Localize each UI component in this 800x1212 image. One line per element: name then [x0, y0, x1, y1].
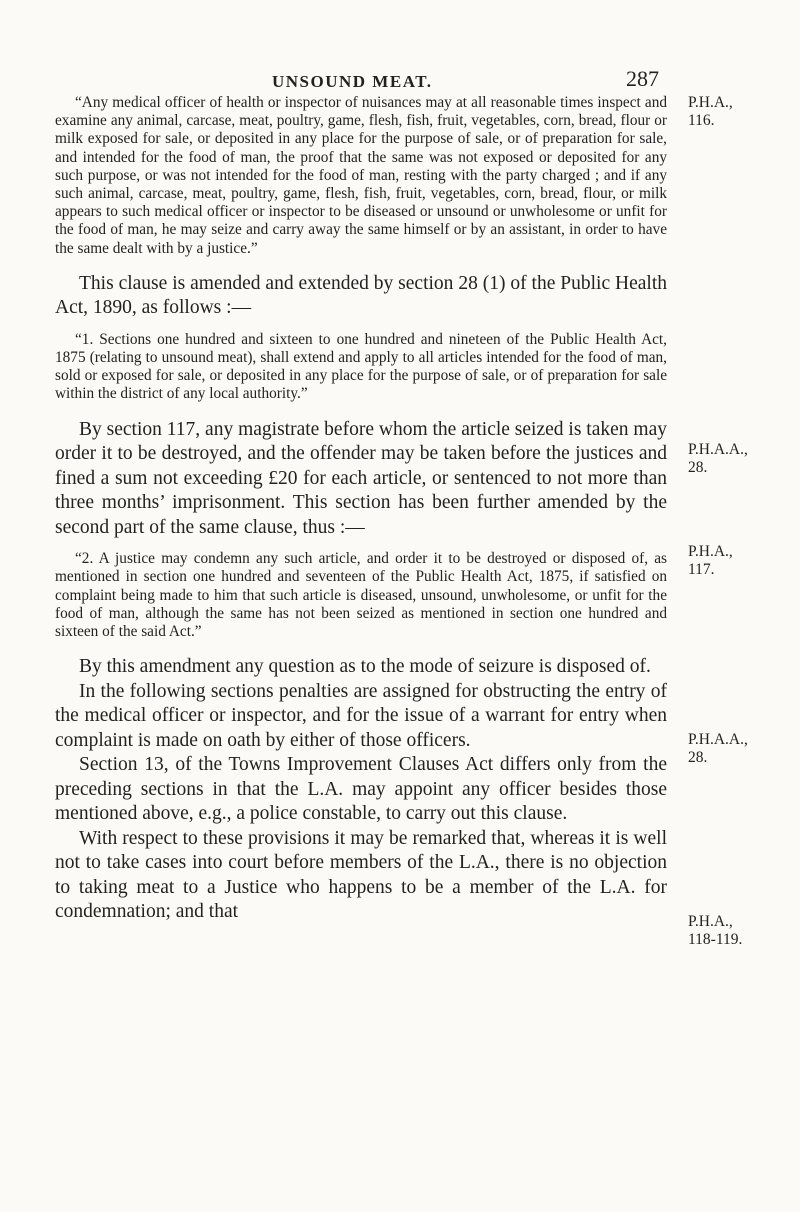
- page-number: 287: [626, 66, 659, 91]
- quoted-statute: “1. Sections one hundred and sixteen to one hundred and nineteen of the Public Health Act, 1875 (relating to unsound meat), shall extend and apply to all articles intended for the food of man, sold or exposed for sale, or deposited in any place for the purpose of sale, or of preparation for sale within the district of any local authority.”: [55, 330, 667, 403]
- margin-note: P.H.A., 117.: [688, 543, 733, 578]
- paragraph: By this amendment any question as to the mode of seizure is disposed of.: [79, 656, 651, 678]
- paragraph: Section 13, of the Towns Improvement Clauses Act differs only from the preceding sections in that the L.A. may appoint any officer besides those mentioned above, e.g., a police constable, to carry out this clause.: [55, 754, 667, 825]
- quoted-statute: “2. A justice may condemn any such article, and order it to be destroyed or disposed of, as mentioned in section one hundred and seventeen of the Public Health Act, 1875, if satisfied on complaint being made to him that such article is diseased, unsound, unwholesome, or unfit for the food of man, although the same has not been seized as mentioned in section one hundred and sixteen of the said Act.”: [55, 550, 667, 640]
- quoted-statute: “Any medical officer of health or inspector of nuisances may at all reasonable times inspect and examine any animal, carcase, meat, poultry, game, flesh, fish, fruit, vegetables, corn, bread, flour or milk exposed for sale, or deposited in any place for the purpose of sale, or of preparation for sale, and intended for the food of man, the proof that the same was not exposed or deposited for any such purpose, or was not intended for the food of man, resting with the party charged ; and if any such animal, carcase, meat, poultry, game, flesh, fish, fruit, vegetables, corn, bread, flour, or milk appears to such medical officer or inspector to be diseased or unsound or unwholesome or unfit for the food of man, he may seize and carry away the same himself or by an assistant, in order to have the same dealt with by a justice.”: [55, 94, 667, 257]
- paragraph: This clause is amended and extended by section 28 (1) of the Public Health Act, 1890, as follows :—: [55, 272, 667, 319]
- margin-note: P.H.A.A., 28.: [688, 441, 748, 476]
- running-title: UNSOUND MEAT.: [272, 72, 433, 91]
- paragraph: By section 117, any magistrate before whom the article seized is taken may order it to be destroyed, and the offender may be taken before the justices and fined a sum not exceeding £20 for each article, or sentenced to not more than three months’ imprisonment. This section has been further amended by the second part of the same clause, thus :—: [55, 418, 667, 538]
- paragraph: With respect to these provisions it may be remarked that, whereas it is well not to take cases into court before members of the L.A., there is no objection to taking meat to a Justice who happens to be a member of the L.A. for condemnation; and that: [55, 827, 667, 923]
- paragraph: In the following sections penalties are assigned for obstructing the entry of the medical officer or inspector, and for the issue of a warrant for entry when complaint is made on oath by either of those officers.: [55, 680, 667, 751]
- margin-note: P.H.A.A., 28.: [688, 731, 748, 766]
- margin-note: P.H.A., 118-119.: [688, 913, 743, 948]
- page-body: [55, 94, 667, 925]
- margin-note: P.H.A., 116.: [688, 94, 733, 129]
